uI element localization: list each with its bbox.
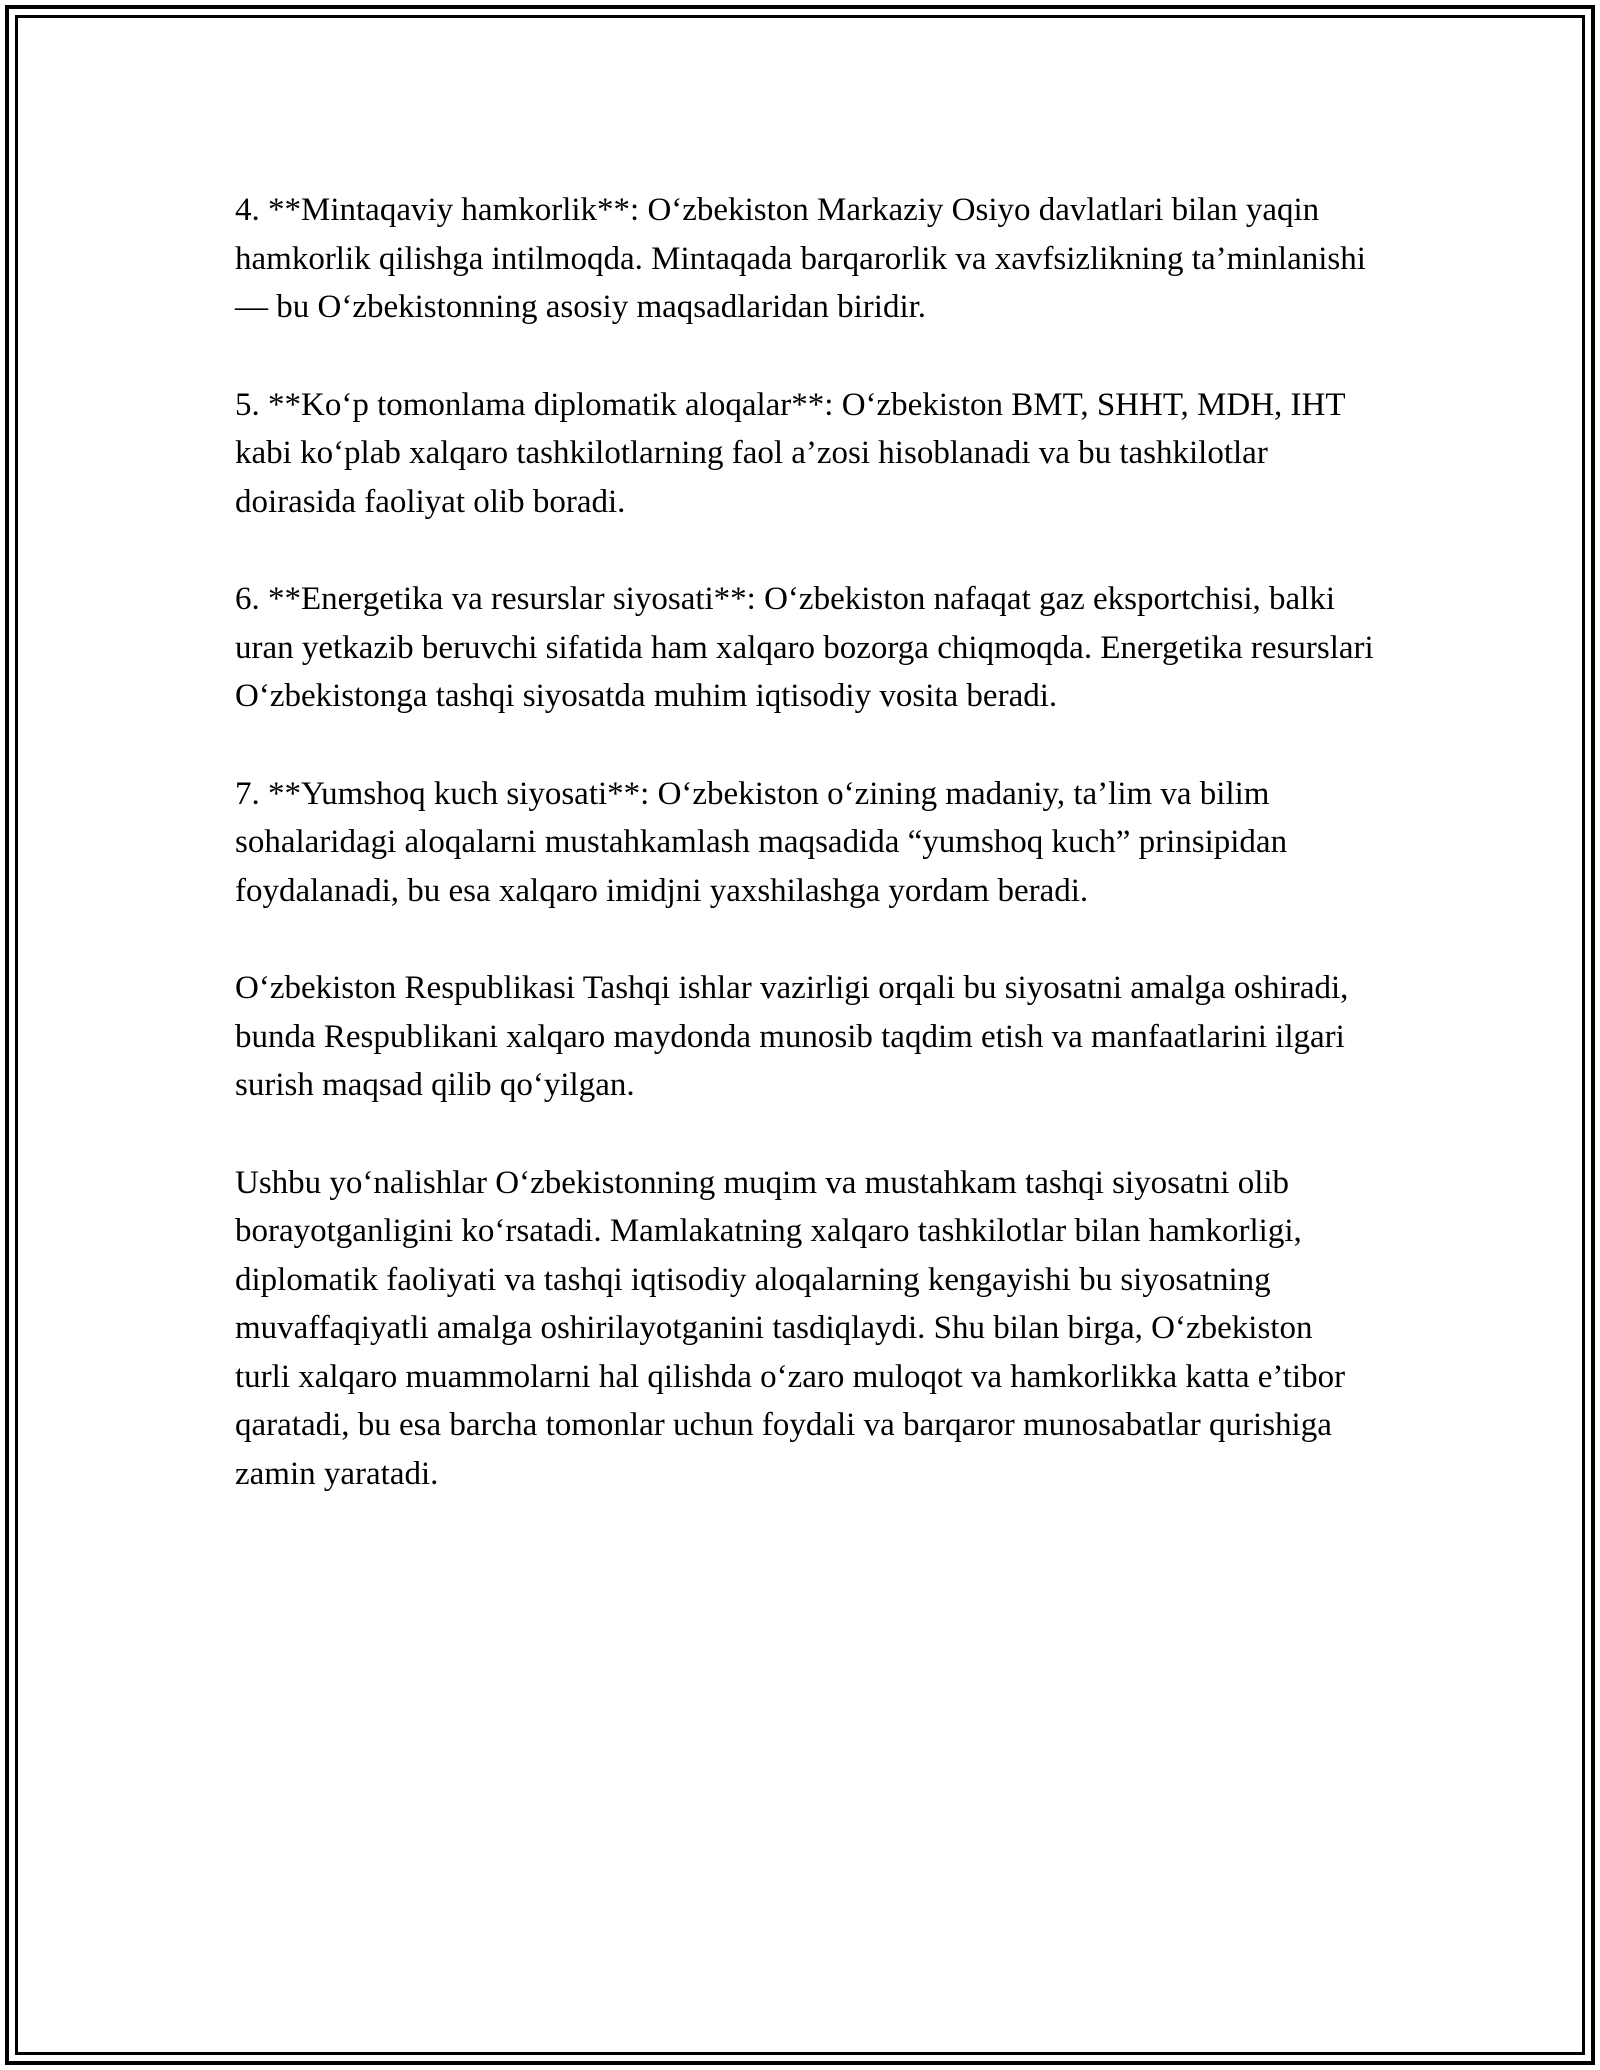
paragraph-foreign-ministry: O‘zbekiston Respublikasi Tashqi ishlar vazirligi orqali bu siyosatni amalga oshiradi, bunda Respublikani xalqaro maydonda munosib taqdim etish va manfaatlarini ilgari surish maqsad qilib qo‘yilgan. [235, 970, 1349, 1103]
paragraph-soft-power-policy: 7. **Yumshoq kuch siyosati**: O‘zbekiston o‘zining madaniy, ta’lim va bilim sohalaridagi aloqalarni mustahkamlash maqsadida “yumshoq kuch” prinsipidan foydalanadi, bu esa xalqaro imidjni yaxshilashga yordam beradi. [235, 775, 1288, 909]
document-body [235, 186, 1375, 1547]
paragraph-multilateral-diplomacy: 5. **Ko‘p tomonlama diplomatik aloqalar**: O‘zbekiston BMT, SHHT, MDH, IHT kabi ko‘plab xalqaro tashkilotlarning faol a’zosi hisoblanadi va bu tashkilotlar doirasida faoliyat olib boradi. [235, 386, 1345, 520]
paragraph-energy-resources-policy: 6. **Energetika va resurslar siyosati**: O‘zbekiston nafaqat gaz eksportchisi, balki uran yetkazib beruvchi sifatida ham xalqaro bozorga chiqmoqda. Energetika resurslari O‘zbekistonga tashqi siyosatda muhim iqtisodiy vosita beradi. [235, 581, 1374, 714]
paragraph-regional-cooperation: 4. **Mintaqaviy hamkorlik**: O‘zbekiston Markaziy Osiyo davlatlari bilan yaqin hamkorlik qilishga intilmoqda. Mintaqada barqarorlik va xavfsizlikning ta’minlanishi — bu O‘zbekistonning asosiy maqsadlaridan biridir. [235, 192, 1366, 325]
paragraph-conclusion: Ushbu yo‘nalishlar O‘zbekistonning muqim va mustahkam tashqi siyosatni olib borayotganligini ko‘rsatadi. Mamlakatning xalqaro tashkilotlar bilan hamkorligi, diplomatik faoliyati va tashqi iqtisodiy aloqalarning kengayishi bu siyosatning muvaffaqiyatli amalga oshirilayotganini tasdiqlaydi. Shu bilan birga, O‘zbekiston turli xalqaro muammolarni hal qilishda o‘zaro muloqot va hamkorlikka katta e’tibor qaratadi, bu esa barcha tomonlar uchun foydali va barqaror munosabatlar qurishiga zamin yaratadi. [235, 1164, 1346, 1492]
